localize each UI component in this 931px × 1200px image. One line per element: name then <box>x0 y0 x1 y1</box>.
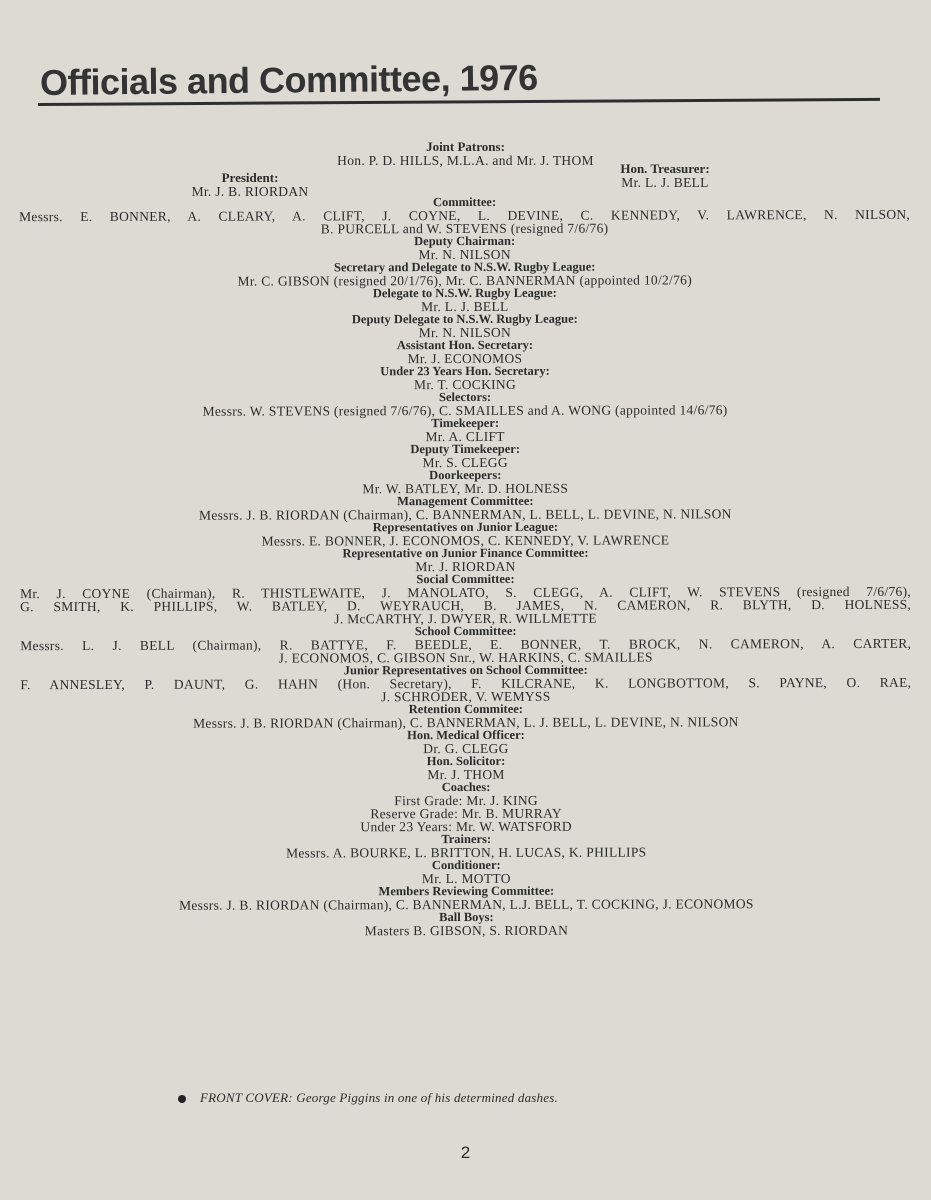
section-value: B. PURCELL and W. STEVENS (resigned 7/6/76) <box>320 220 609 237</box>
section-value: Mr. W. BATLEY, Mr. D. HOLNESS <box>362 480 569 497</box>
section-heading: Representative on Junior Finance Committee: <box>342 545 589 561</box>
president-block <box>150 171 350 199</box>
section-heading: President: <box>221 170 279 185</box>
section-heading: Junior Representatives on School Committee: <box>343 662 588 678</box>
section-value: Mr. J. ECONOMOS <box>407 350 523 367</box>
section-heading: Hon. Medical Officer: <box>407 727 525 743</box>
section <box>20 494 911 522</box>
section-heading: Deputy Timekeeper: <box>410 441 521 457</box>
section <box>20 572 911 626</box>
section-value: Mr. S. CLEGG <box>422 454 508 471</box>
section-heading: Secretary and Delegate to N.S.W. Rugby League: <box>333 259 596 275</box>
section-value: Messrs. A. BOURKE, L. BRITTON, H. LUCAS, K. PHILLIPS <box>286 844 647 861</box>
section-heading: Selectors: <box>439 389 492 405</box>
section <box>20 468 911 496</box>
section-heading: Social Committee: <box>416 571 515 587</box>
section-heading: Assistant Hon. Secretary: <box>396 337 534 353</box>
section <box>21 780 912 834</box>
section-heading: Hon. Treasurer: <box>620 161 710 176</box>
section <box>20 663 911 704</box>
section-value: Messrs. J. B. RIORDAN (Chairman), C. BANNERMAN, L. BELL, L. DEVINE, N. NILSON <box>198 506 732 523</box>
section-heading: Deputy Chairman: <box>414 233 516 249</box>
section <box>21 884 912 912</box>
section-value: Mr. J. COYNE (Chairman), R. THISTLEWAITE, J. MANOLATO, S. CLEGG, A. CLIFT, W. STEVENS (resigned 7/6/76), <box>20 583 912 602</box>
section <box>21 858 912 886</box>
section-heading: Under 23 Years Hon. Secretary: <box>380 363 550 379</box>
section-value: Messrs. W. STEVENS (resigned 7/6/76), C. SMAILLES and A. WONG (appointed 14/6/76) <box>202 402 728 419</box>
section-heading: Timekeeper: <box>431 415 500 431</box>
section-heading: Committee: <box>432 194 497 210</box>
section-heading: Deputy Delegate to N.S.W. Rugby League: <box>351 311 578 327</box>
section-value: Messrs. L. J. BELL (Chairman), R. BATTYE, F. BEEDLE, E. BONNER, T. BROCK, N. CAMERON, A. CARTER, <box>20 635 912 654</box>
section-value: Mr. L. J. BELL <box>621 175 709 190</box>
section-value: G. SMITH, K. PHILLIPS, W. BATLEY, D. WEYRAUCH, B. JAMES, N. CAMERON, R. BLYTH, D. HOLNESS, <box>20 596 912 615</box>
section-heading: Coaches: <box>441 779 491 795</box>
section-value: Mr. J. B. RIORDAN <box>191 184 309 199</box>
section <box>20 546 911 574</box>
section-heading: Delegate to N.S.W. Rugby League: <box>372 285 557 301</box>
section-heading: Management Committee: <box>397 493 534 509</box>
section-heading: Retention Commitee: <box>408 701 523 717</box>
section <box>20 754 911 782</box>
section <box>19 312 910 340</box>
section-value: Mr. A. CLIFT <box>425 428 505 445</box>
section-value: Mr. J. THOM <box>427 766 505 783</box>
section <box>20 702 911 730</box>
section-heading: Trainers: <box>441 831 492 847</box>
section-heading: Hon. Solicitor: <box>426 753 506 769</box>
section-heading: Conditioner: <box>431 857 501 873</box>
committee-list <box>19 195 912 938</box>
section-heading: Representatives on Junior League: <box>372 519 559 535</box>
section-value: Masters B. GIBSON, S. RIORDAN <box>364 922 569 939</box>
section-value: Under 23 Years: Mr. W. WATSFORD <box>360 818 572 835</box>
section <box>19 364 910 392</box>
section-value: F. ANNESLEY, P. DAUNT, G. HAHN (Hon. Secretary), F. KILCRANE, K. LONGBOTTOM, S. PAYNE, O. RAE, <box>20 674 912 693</box>
section-value: Hon. P. D. HILLS, M.L.A. and Mr. J. THOM <box>337 153 594 168</box>
section-value: Mr. J. RIORDAN <box>415 558 516 575</box>
treasurer-block <box>590 162 740 190</box>
section <box>20 624 911 665</box>
patrons-block <box>0 140 931 168</box>
section <box>20 390 911 418</box>
section <box>19 195 910 236</box>
section-value: Mr. L. MOTTO <box>421 870 511 887</box>
section-value: Messrs. J. B. RIORDAN (Chairman), C. BANNERMAN, L. J. BELL, L. DEVINE, N. NILSON <box>193 714 739 731</box>
section <box>19 234 910 262</box>
bullet-icon <box>178 1095 186 1103</box>
section-value: Mr. L. J. BELL <box>421 298 509 315</box>
section-value: Reserve Grade: Mr. B. MURRAY <box>370 805 562 822</box>
section-value: Mr. N. NILSON <box>418 324 512 341</box>
section-heading: Ball Boys: <box>439 909 494 925</box>
section <box>19 286 910 314</box>
section-value: First Grade: Mr. J. KING <box>394 792 538 809</box>
section <box>20 442 911 470</box>
section <box>21 832 912 860</box>
section <box>20 416 911 444</box>
footnote-text: FRONT COVER: George Piggins in one of his determined dashes. <box>200 1090 558 1105</box>
section-value: J. SCHRODER, V. WEMYSS <box>381 688 551 705</box>
section <box>20 728 911 756</box>
page-number: 2 <box>460 1143 471 1162</box>
section-value: Messrs. J. B. RIORDAN (Chairman), C. BANNERMAN, L.J. BELL, T. COCKING, J. ECONOMOS <box>179 896 754 913</box>
front-cover-note <box>178 1090 558 1106</box>
section-value: J. ECONOMOS, C. GIBSON Snr., W. HARKINS, C. SMAILLES <box>278 649 653 666</box>
section <box>20 520 911 548</box>
section-value: Mr. T. COCKING <box>414 376 517 393</box>
section-heading: Doorkeepers: <box>429 467 502 483</box>
section <box>19 260 910 288</box>
section-value: Mr. C. GIBSON (resigned 20/1/76), Mr. C. BANNERMAN (appointed 10/2/76) <box>237 272 693 289</box>
section-heading: School Committee: <box>414 623 517 639</box>
section-heading: Joint Patrons: <box>426 139 505 154</box>
section <box>19 338 910 366</box>
section-value: Messrs. E. BONNER, J. ECONOMOS, C. KENNEDY, V. LAWRENCE <box>261 532 670 549</box>
section-value: J. McCARTHY, J. DWYER, R. WILLMETTE <box>334 610 597 627</box>
section-value: Messrs. E. BONNER, A. CLEARY, A. CLIFT, J. COYNE, L. DEVINE, C. KENNEDY, V. LAWRENCE, N. NILSON, <box>19 206 911 225</box>
section-value: Mr. N. NILSON <box>418 246 511 263</box>
section <box>21 910 912 938</box>
page-title: Officials and Committee, 1976 <box>39 56 538 103</box>
section-heading: Members Reviewing Committee: <box>378 883 555 899</box>
section-value: Dr. G. CLEGG <box>423 740 509 757</box>
